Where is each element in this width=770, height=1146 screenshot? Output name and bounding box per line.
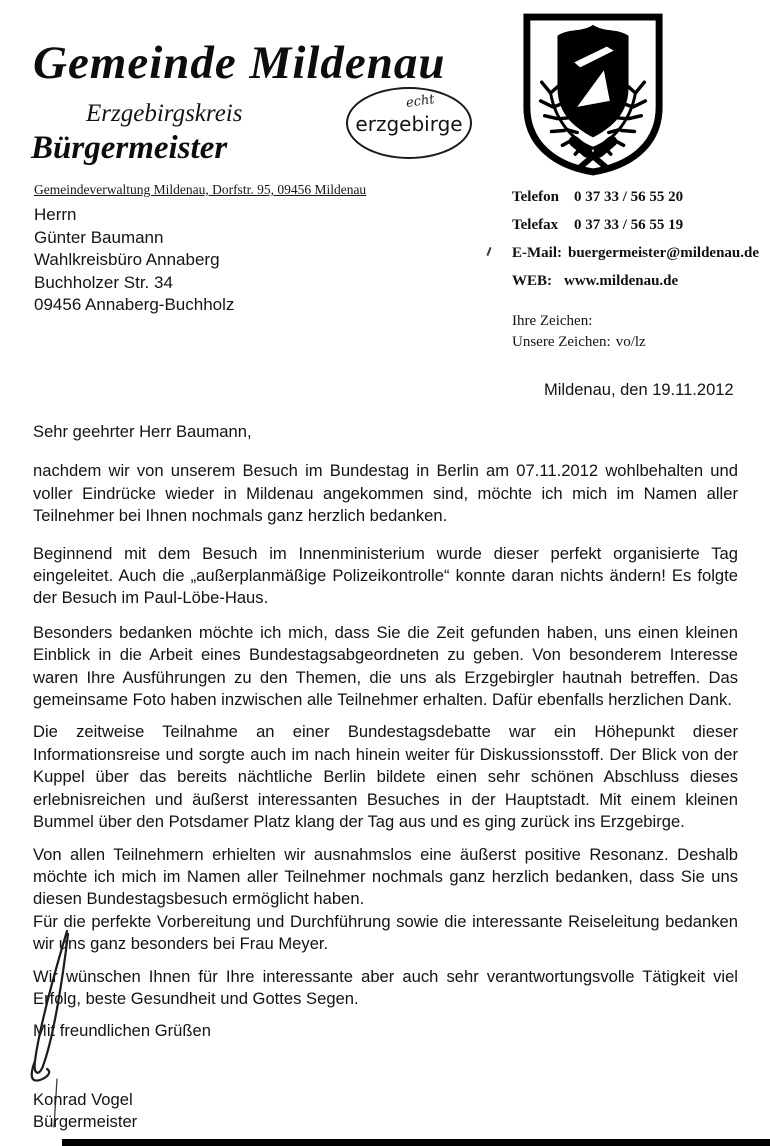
- signer-name: Konrad Vogel: [33, 1089, 133, 1109]
- reference-block: [512, 311, 646, 353]
- unsere-zeichen-row: [512, 332, 646, 353]
- paragraph: nachdem wir von unserem Besuch im Bundestag in Berlin am 07.11.2012 wohlbehalten und voller Eindrücke wieder in Mildenau angekommen sind, möchte ich mich im Namen aller Teilnehmer bei Ihnen nochmals ganz herzlich bedanken.: [33, 461, 738, 526]
- paragraph: Besonders bedanken möchte ich mich, dass Sie die Zeit gefunden haben, uns einen kleinen Einblick in die Arbeit eines Bundestagsabgeordneten zu geben. Von besonderem Interesse waren Ihre Ausführungen zu den Themen, die uns als Erzgebirgler hautnah betreffen. Das gemeinsame Foto haben inzwischen alle Teilnehmer erhalten. Dafür ebenfalls herzlichen Dank.: [33, 622, 738, 710]
- recipient-line: Herrn: [34, 205, 77, 224]
- office-title: Bürgermeister: [31, 130, 228, 166]
- signer-block: [33, 1089, 738, 1134]
- letter-body: [33, 421, 738, 1134]
- paragraph: Wir wünschen Ihnen für Ihre interessante aber auch sehr verantwortungsvolle Tätigkeit viel Erfolg, beste Gesundheit und Gottes Segen.: [33, 966, 738, 1008]
- scan-scratch-mark: [486, 247, 491, 256]
- salutation: Sehr geehrter Herr Baumann,: [33, 422, 252, 441]
- stamp-word-erzgebirge: erzgebirge: [355, 112, 463, 136]
- web-row: [512, 272, 759, 291]
- email-row: [512, 244, 759, 263]
- recipient-line: Wahlkreisbüro Annaberg: [34, 250, 220, 269]
- scan-artifact-bar: [62, 1139, 770, 1146]
- ihre-zeichen-label: Ihre Zeichen:: [512, 313, 593, 329]
- district-subtitle: Erzgebirgskreis: [86, 100, 243, 127]
- unsere-zeichen-value: vo/lz: [615, 334, 646, 350]
- municipality-title: Gemeinde Mildenau: [33, 37, 446, 89]
- recipient-line: Buchholzer Str. 34: [34, 272, 173, 292]
- paragraph: Beginnend mit dem Besuch im Innenministerium wurde dieser perfekt organisierte Tag eingeleitet. Auch die „außerplanmäßige Polizeikontrolle“ konnte daran nichts ändern! Es folgte der Besuch im Paul-Löbe-Haus.: [33, 543, 738, 608]
- telefax-value: 0 37 33 / 56 55 19: [574, 217, 684, 233]
- telefon-value: 0 37 33 / 56 55 20: [574, 189, 684, 205]
- telefon-label: Telefon: [512, 189, 559, 205]
- unsere-zeichen-label: Unsere Zeichen:: [512, 334, 611, 350]
- contact-block: [512, 188, 759, 300]
- stamp-word-echt: echt: [405, 92, 436, 111]
- handwritten-signature: [21, 927, 81, 1137]
- recipient-line: 09456 Annaberg-Buchholz: [34, 295, 235, 314]
- email-value: buergermeister@mildenau.de: [568, 245, 760, 261]
- signer-title: Bürgermeister: [33, 1112, 138, 1132]
- web-label: WEB:: [512, 273, 553, 289]
- date-line: Mildenau, den 19.11.2012: [544, 381, 734, 399]
- recipient-line: Günter Baumann: [34, 227, 164, 247]
- paragraph: Die zeitweise Teilnahme an einer Bundestagsdebatte war ein Höhepunkt dieser Informationsreise und sorgte auch im nach hinein weiter für Diskussionsstoff. Der Blick von der Kuppel über das bereits nächtliche Berlin bildete einen sehr schönen Abschluss dieses erlebnisreichen und äußerst interessanten Besuches in der Hauptstadt. Mit einem kleinen Bummel über den Potsdamer Platz klang der Tag aus und es ging zurück ins Erzgebirge.: [33, 722, 738, 832]
- paragraph: Für die perfekte Vorbereitung und Durchführung sowie die interessante Reiseleitung bedanken wir uns ganz besonders bei Frau Meyer.: [33, 911, 738, 954]
- telefon-row: [512, 188, 759, 207]
- telefax-row: [512, 216, 759, 235]
- ihre-zeichen-row: [512, 311, 646, 332]
- web-value: www.mildenau.de: [564, 273, 679, 289]
- sender-address-line: Gemeindeverwaltung Mildenau, Dorfstr. 95, 09456 Mildenau: [34, 182, 367, 197]
- telefax-label: Telefax: [512, 217, 559, 233]
- echt-erzgebirge-stamp: [346, 87, 472, 159]
- paragraph: Von allen Teilnehmern erhielten wir ausnahmslos eine äußerst positive Resonanz. Deshalb möchte ich mich im Namen aller Teilnehmer nochmals ganz herzlich bedanken, dass Sie uns diesen Bundestagsbesuch ermöglicht haben.: [33, 844, 738, 909]
- closing-formula: Mit freundlichen Grüßen: [33, 1021, 212, 1041]
- mildenau-coat-of-arms-icon: [518, 8, 668, 185]
- recipient-address-block: [34, 204, 234, 317]
- email-label: E-Mail:: [512, 245, 562, 261]
